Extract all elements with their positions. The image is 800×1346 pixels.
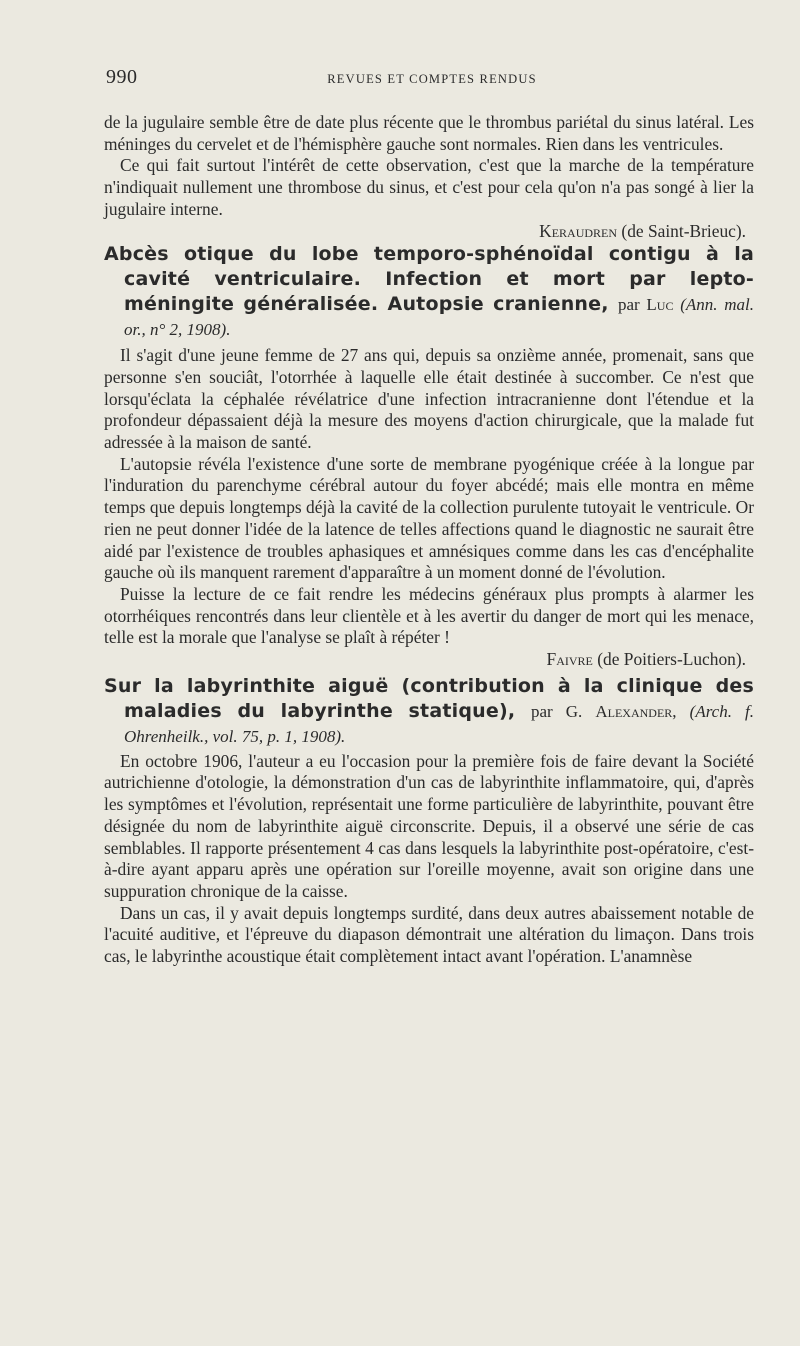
intro-paragraph-1: de la jugulaire semble être de date plus récente que le thrombus pariétal du sinus latéral. Les méninges du cervelet et de l'hémisphère gauche sont normales. Rien dans les ventricules. <box>104 112 754 154</box>
article-1-heading <box>104 242 754 342</box>
article-2-title: Sur la labyrinthite aiguë (contribution à la clinique des maladies du labyrinthe statique), <box>104 674 754 722</box>
article-2-by: par <box>530 701 553 721</box>
article-1-author: Luc <box>646 295 674 315</box>
article-1-source: (Ann. mal. or., n° 2, 1908). <box>124 295 754 340</box>
article-2-paragraph-2: Dans un cas, il y avait depuis longtemps surdité, dans deux autres abaissement notable de l'acuité auditive, et l'épreuve du diapason démontrait une altération du limaçon. Dans trois cas, le labyrinthe acoustique était complètement intact avant l'opération. L'anamnèse <box>104 902 754 967</box>
article-2-paragraph-1: En octobre 1906, l'auteur a eu l'occasion pour la première fois de faire devant la Société autrichienne d'otologie, la démonstration d'un cas de labyrinthite inflammatoire, qui, d'après les symptômes et l'évolution, représentait une forme particulière de labyrinthite, pouvant être désignée du nom de labyrinthite aiguë circonscrite. Depuis, il a observé une série de cas semblables. Il rapporte présentement 4 cas dans lesquels la labyrinthite post-opératoire, c'est-à-dire ayant apparu après une opération sur l'oreille moyenne, avait son origine dans une suppuration chronique de la caisse. <box>104 750 754 901</box>
running-head <box>106 66 758 90</box>
article-1-paragraph-1: Il s'agit d'une jeune femme de 27 ans qui, depuis sa onzième année, promenait, sans que personne s'en souciât, l'otorrhée à laquelle elle était destinée à succomber. Ce n'est que lorsqu'éclata la céphalée révélatrice d'une infection intracranienne dont l'étendue et la profondeur dépassaient déjà la mesure des moyens d'action chirurgicale, que la malade fut adressée à la maison de santé. <box>104 345 754 453</box>
article-2-source: (Arch. f. Ohrenheilk., vol. 75, p. 1, 1908). <box>124 701 755 746</box>
page-number: 990 <box>106 66 138 88</box>
article-1-signature <box>104 649 754 671</box>
intro-signature <box>104 221 754 243</box>
signature-place: (de Poitiers-Luchon). <box>597 649 746 670</box>
article-2-author-initial: G. <box>565 701 583 721</box>
article-1-paragraph-2: L'autopsie révéla l'existence d'une sorte de membrane pyogénique créée à la longue par l'induration du parenchyme cérébral autour du foyer abcédé; mais elle montra en même temps que depuis longtemps déjà la cavité de la collection purulente tutoyait le ventricule. Or rien ne peut donner l'idée de la latence de telles affections quand le diagnostic ne saurait être aidé par l'existence de troubles aphasiques et amnésiques comme dans les cas d'encéphalite gauche où ils manquent rarement d'apparaître à un moment donné de l'évolution. <box>104 453 754 583</box>
signature-name: Keraudren <box>539 220 618 241</box>
article-2-heading <box>104 674 754 749</box>
article-1-paragraph-3: Puisse la lecture de ce fait rendre les médecins généraux plus prompts à alarmer les otorrhéiques rencontrés dans leur clientèle et à les avertir du danger de mort qui les menace, telle est la morale que l'analyse se plaît à répéter ! <box>104 583 754 648</box>
article-1-title: Abcès otique du lobe temporo-sphénoïdal contigu à la cavité ventriculaire. Infection et mort par lepto-méningite généralisée. Autopsie cranienne, <box>104 243 754 316</box>
body-text <box>104 112 754 968</box>
article-1-by: par <box>617 295 640 315</box>
running-title: REVUES ET COMPTES RENDUS <box>327 72 537 86</box>
signature-name: Faivre <box>546 649 593 670</box>
article-2-author: Alexander, <box>595 701 677 721</box>
signature-place: (de Saint-Brieuc). <box>621 220 746 241</box>
intro-paragraph-2: Ce qui fait surtout l'intérêt de cette observation, c'est que la marche de la température n'indiquait nullement une thrombose du sinus, et c'est pour cela qu'on n'a pas songé à lier la jugulaire interne. <box>104 155 754 219</box>
